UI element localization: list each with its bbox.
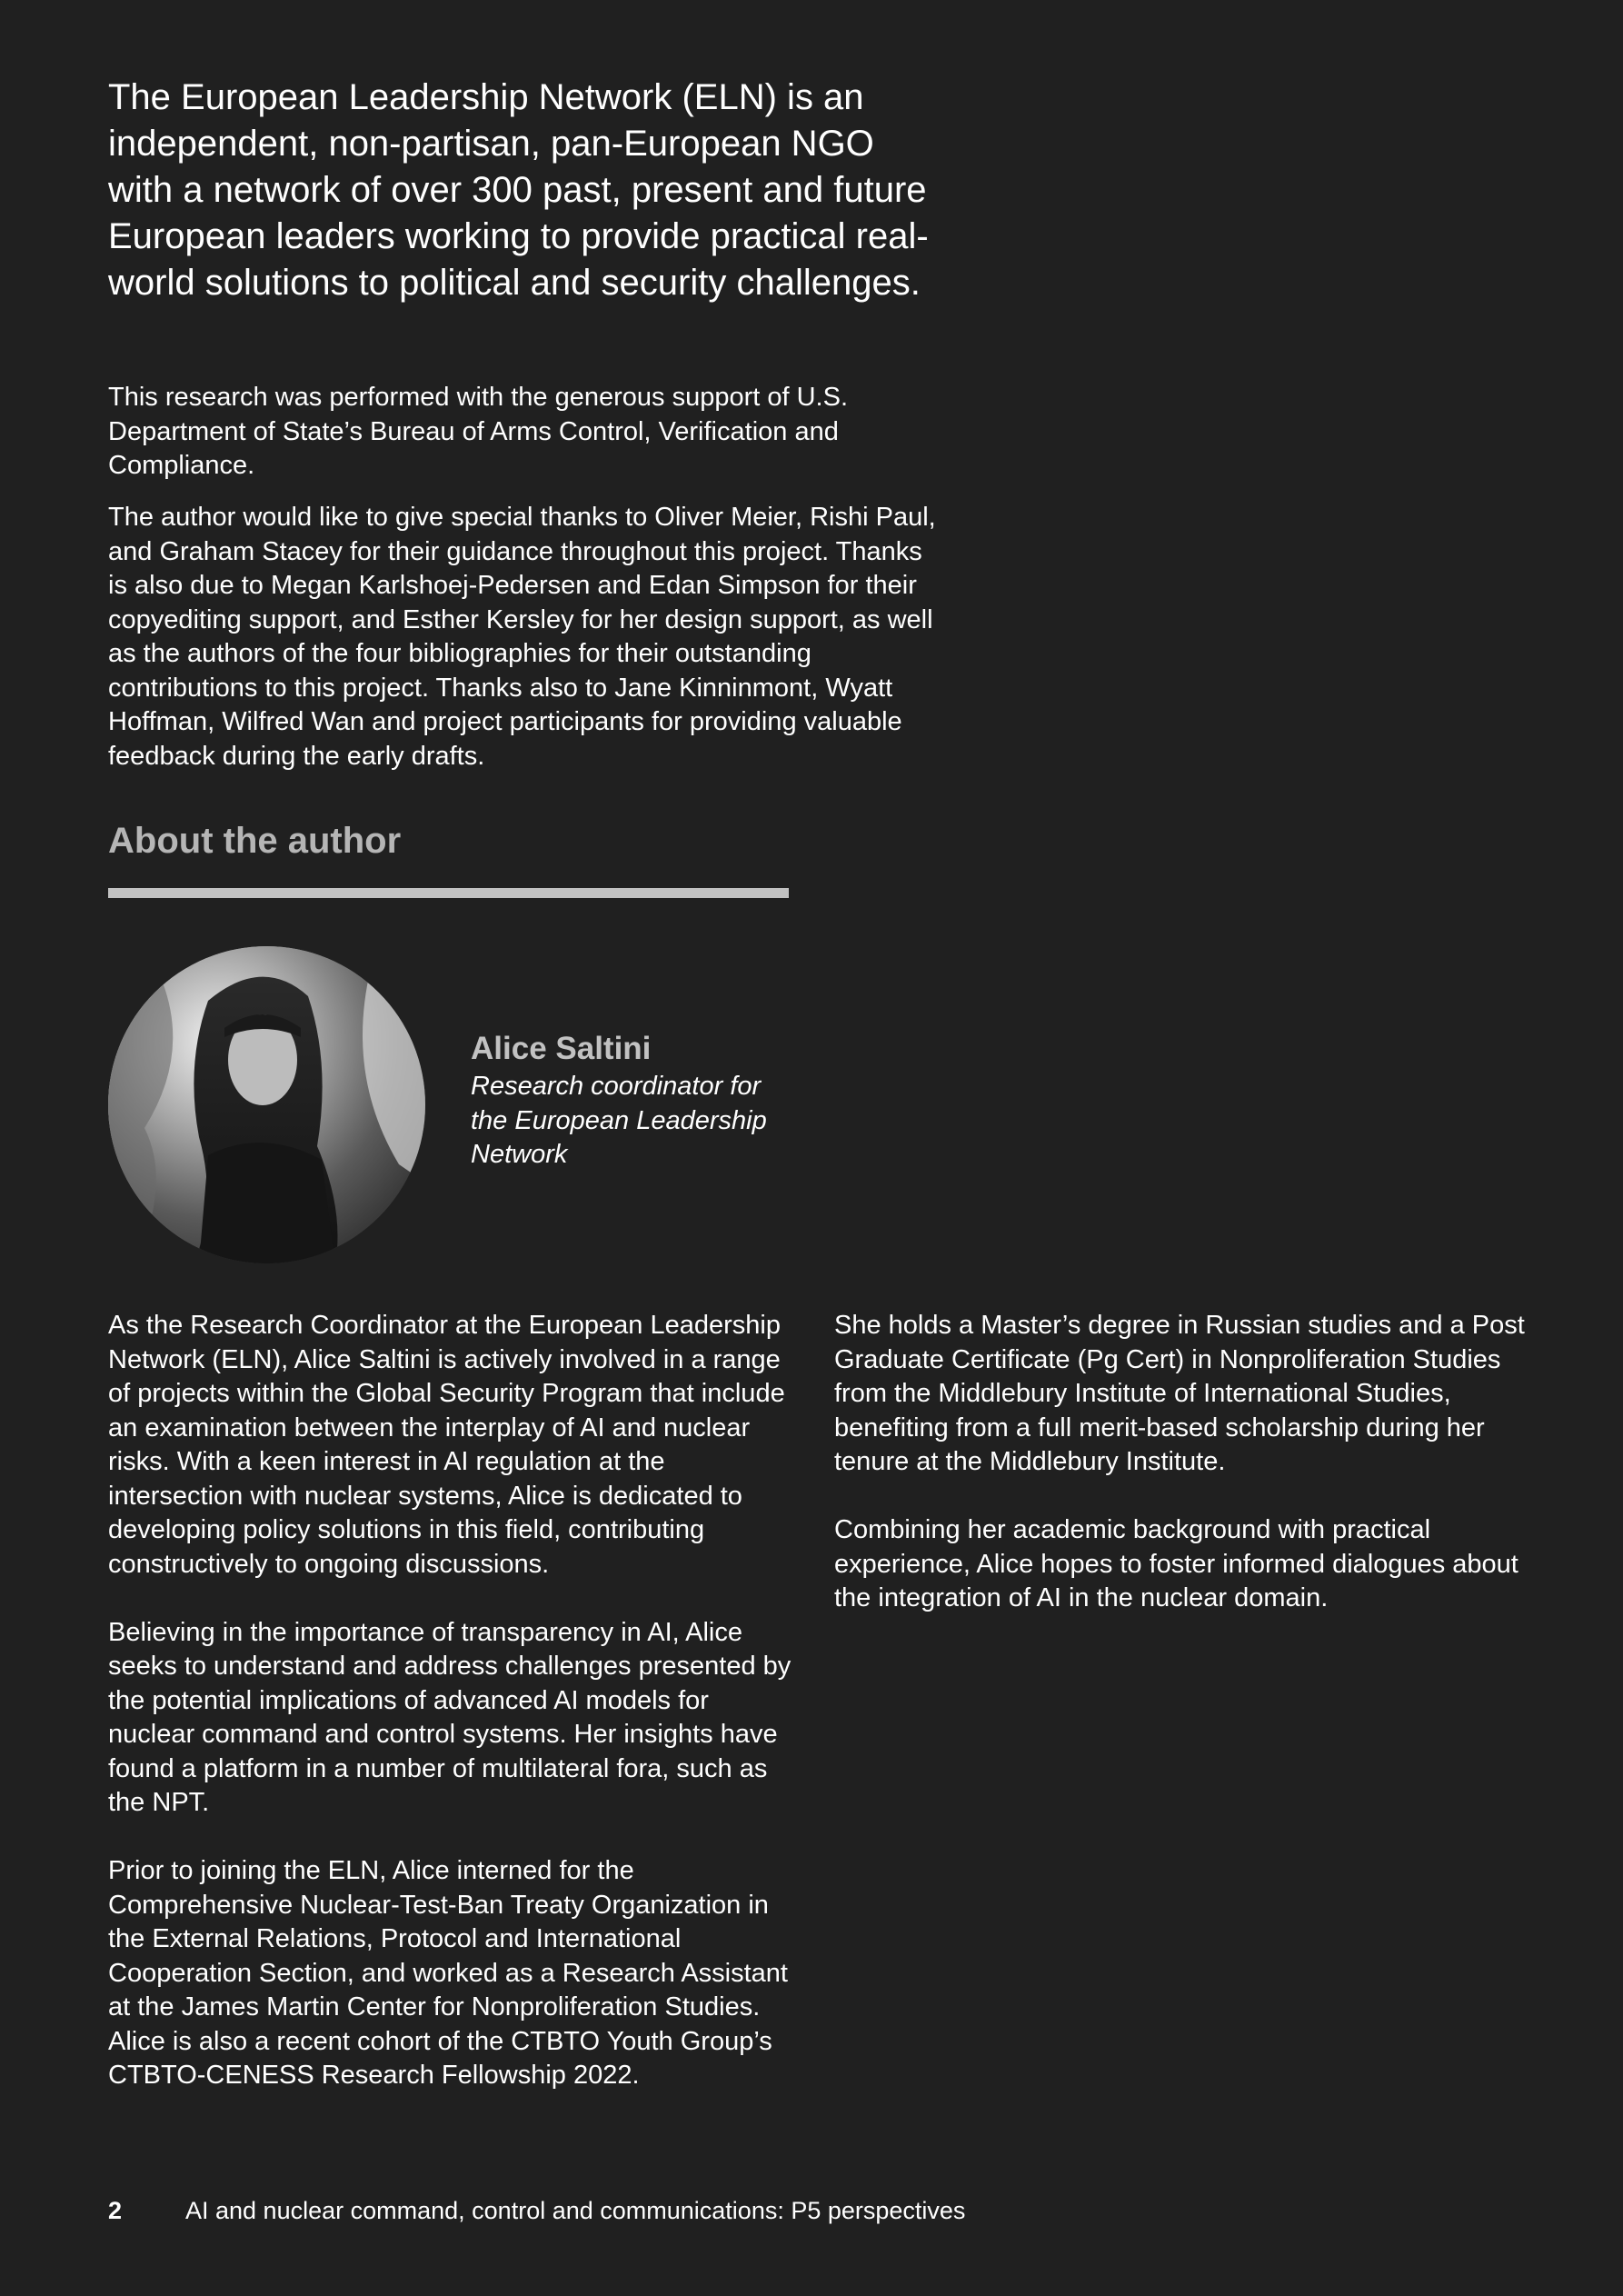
bio-paragraph: Combining her academic background with practical experience, Alice hopes to foster informed dialogues about the integration of AI in the nuclear domain.: [834, 1515, 1518, 1612]
author-role: Research coordinator for the European Leadership Network: [471, 1072, 767, 1169]
bio-paragraph: Believing in the importance of transparency in AI, Alice seeks to understand and address challenges presented by the potential implications of advanced AI models for nuclear command and control systems. Her insights have found a platform in a number of multilateral fora, such as the NPT.: [108, 1617, 792, 1817]
footer-publication-title: AI and nuclear command, control and communications: P5 perspectives: [185, 2197, 966, 2224]
bio-left-column: [108, 1309, 799, 2127]
bio-paragraph: She holds a Master’s degree in Russian studies and a Post Graduate Certificate (Pg Cert) in Nonproliferation Studies from the Middlebury Institute of International Studies, benefiting from a full merit-based scholarship during her tenure at the Middlebury Institute.: [834, 1311, 1525, 1476]
bio-paragraph: Prior to joining the ELN, Alice interned for the Comprehensive Nuclear-Test-Ban Treaty Organization in the External Relations, Protocol and International Cooperation Section, and worked as a Research Assistant at the James Martin Center for Nonproliferation Studies. Alice is also a recent cohort of the CTBTO Youth Group’s CTBTO-CENESS Research Fellowship 2022.: [108, 1856, 788, 2090]
acknowledgements-paragraph: The author would like to give special thanks to Oliver Meier, Rishi Paul, and Graham Stacey for their guidance throughout this project. Thanks is also due to Megan Karlshoej-Pedersen and Edan Simpson for their copyediting support, and Esther Kersley for her design support, as well as the authors of the four bibliographies for their outstanding contributions to this project. Thanks also to Jane Kinninmont, Wyatt Hoffman, Wilfred Wan and project participants for providing valuable feedback during the early drafts.: [108, 503, 936, 771]
page-number: 2: [108, 2197, 123, 2224]
section-divider: [108, 888, 789, 898]
portrait-photo: [108, 946, 425, 1263]
author-name: Alice Saltini: [471, 1031, 652, 1066]
intro-statement: The European Leadership Network (ELN) is an independent, non-partisan, pan-European NGO with a network of over 300 past, present and future European leaders working to provide practical real-world solutions to political and security challenges.: [108, 77, 929, 303]
author-portrait: [108, 946, 425, 1263]
bio-paragraph: As the Research Coordinator at the European Leadership Network (ELN), Alice Saltini is actively involved in a range of projects within the Global Security Program that include an examination between the interplay of AI and nuclear risks. With a keen interest in AI regulation at the intersection with nuclear systems, Alice is dedicated to developing policy solutions in this field, contributing constructively to ongoing discussions.: [108, 1311, 785, 1579]
about-author-heading: About the author: [108, 821, 402, 861]
bio-right-column: [834, 1309, 1525, 1650]
support-paragraph: This research was performed with the generous support of U.S. Department of State’s Bureau of Arms Control, Verification and Compliance.: [108, 383, 848, 480]
